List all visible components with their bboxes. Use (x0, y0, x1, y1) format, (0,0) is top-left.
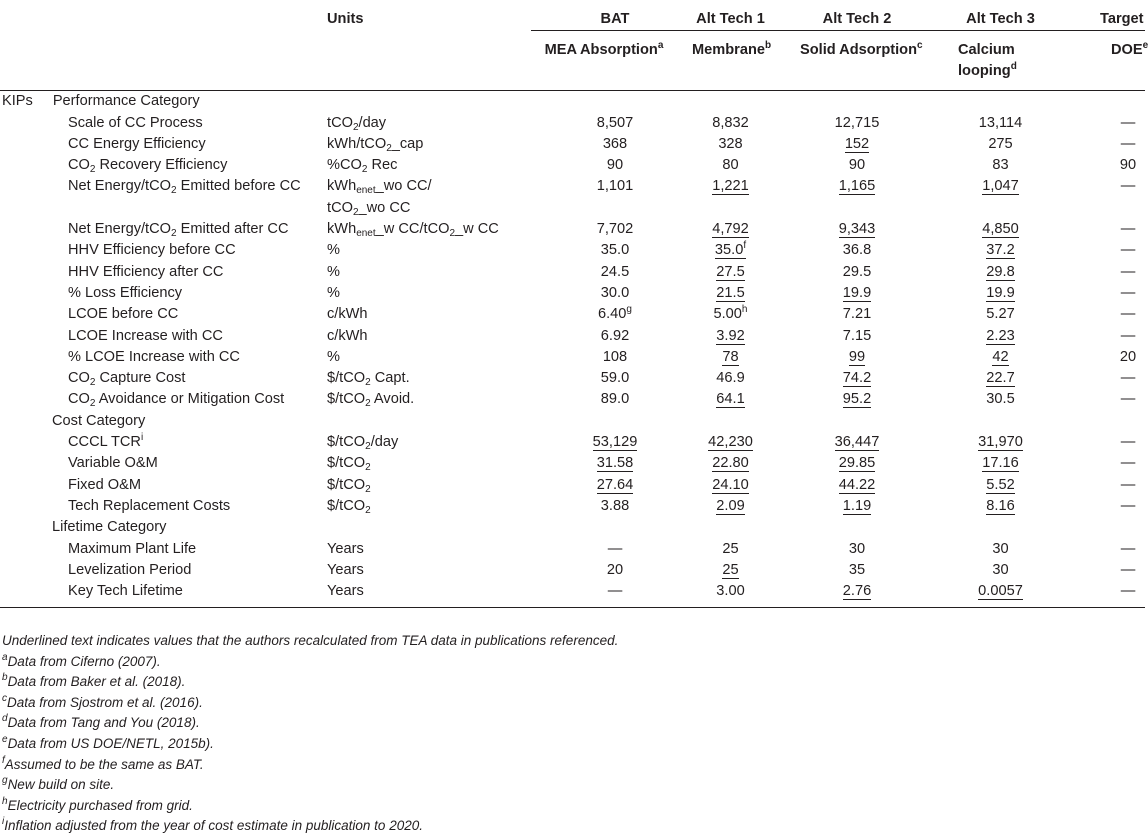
row-value: 36,447 (834, 434, 880, 451)
col-target-header: Target (1100, 11, 1144, 27)
row-value: 90 (1119, 157, 1137, 174)
row-value: 95.2 (842, 391, 872, 408)
row-value: 99 (848, 348, 866, 365)
row-value: 35.0 (600, 242, 630, 259)
lifetime-category: Lifetime Category (52, 519, 167, 536)
sub-bat: MEA Absorption$^a$ (531, 31, 677, 91)
category-lifetime-row (0, 517, 1145, 538)
row-value: 53,129 (592, 434, 638, 451)
row-label: Scale of CC Process (68, 114, 203, 131)
row-value: — (1120, 434, 1136, 451)
table-row (0, 283, 1145, 304)
row-value: 30 (992, 540, 1009, 557)
row-value: 6.92 (600, 327, 630, 344)
row-value: 78 (722, 348, 739, 365)
units-header: Units (327, 11, 364, 27)
row-value: 328 (718, 135, 743, 152)
row-units: $/tCO$_2$/day (327, 434, 399, 453)
row-value: 275 (988, 135, 1013, 152)
row-value: 7.21 (842, 306, 872, 323)
table-row (0, 240, 1145, 261)
row-value: 24.10 (712, 476, 749, 493)
row-value: 1,047 (982, 178, 1019, 195)
row-label: $CO_2$ Recovery Efficiency (68, 157, 228, 176)
sub-alt1: Membrane$^b$ (677, 31, 784, 91)
row-value: 89.0 (600, 391, 630, 408)
row-value: 44.22 (838, 476, 876, 493)
row-value: — (1120, 476, 1136, 493)
row-value: 5.00$^h$ (713, 304, 748, 323)
row-value: 83 (992, 157, 1009, 174)
row-value: 31,970 (978, 434, 1023, 451)
row-value: 30.5 (986, 391, 1015, 408)
row-value: — (1120, 391, 1136, 408)
table-row (0, 176, 1145, 219)
row-value: 1,221 (712, 178, 749, 195)
kips-label: KIPs Performance Category (2, 93, 200, 110)
header-row-sub (0, 31, 1145, 91)
row-label: HHV Efficiency before CC (68, 242, 236, 259)
row-units: % (327, 263, 340, 280)
row-value: 30 (848, 540, 866, 557)
table-row (0, 475, 1145, 496)
row-value: 29.85 (838, 455, 876, 472)
footnote-note: Underlined text indicates values that the authors recalculated from TEA data in publications referenced. (2, 633, 619, 648)
row-value: 30.0 (600, 284, 630, 301)
row-units: $/tCO$_2$ (327, 497, 371, 516)
table-row (0, 304, 1145, 325)
row-value: 30 (992, 561, 1009, 578)
footnote-a: $^a$Data from Ciferno (2007). (2, 651, 161, 669)
footnote-i: $^i$Inflation adjusted from the year of cost estimate in publication to 2020. (2, 816, 423, 834)
row-units: $/tCO$_2$ Capt. (327, 370, 410, 389)
footnote-d: $^d$Data from Tang and You (2018). (2, 713, 200, 731)
footnote-c: $^c$Data from Sjostrom et al. (2016). (2, 692, 203, 710)
row-units: $\%CO_2$ Rec (327, 157, 398, 176)
row-value: 19.9 (986, 284, 1015, 301)
row-units: Years (327, 581, 531, 608)
row-value: 12,715 (834, 114, 880, 131)
col-alt3-header: Alt Tech 3 (966, 11, 1035, 27)
row-value: 8,832 (712, 114, 749, 131)
cost-category: Cost Category (52, 412, 146, 429)
row-value: 35.0$^f$ (714, 240, 747, 259)
row-units: kWh$_{enet}$_w CC/tCO$_2$_w CC (327, 221, 499, 240)
sub-alt2: Solid Adsorption$^c$ (784, 31, 930, 91)
row-label: Fixed O&M (68, 476, 141, 493)
row-value: — (1120, 370, 1136, 387)
table-row (0, 326, 1145, 347)
row-value: 42,230 (708, 434, 753, 451)
row-units: $/tCO$_2$ Avoid. (327, 391, 415, 410)
row-value: 17.16 (982, 455, 1019, 472)
row-value: — (1120, 497, 1136, 514)
row-label: Net Energy/tCO$_2$ Emitted before CC (68, 178, 301, 197)
table-row (0, 134, 1145, 155)
row-label: CCCL TCR$^i$ (68, 432, 144, 451)
row-label: CC Energy Efficiency (68, 135, 206, 152)
row-value: 6.40$^g$ (598, 304, 632, 323)
table-row (0, 432, 1145, 453)
row-units: Years (327, 561, 364, 578)
row-value: 7,702 (596, 221, 634, 238)
table-row (0, 496, 1145, 517)
row-value: 108 (602, 348, 628, 365)
row-units: Years (327, 540, 364, 557)
row-label: Key Tech Lifetime (0, 581, 327, 608)
row-value: 22.7 (986, 370, 1015, 387)
row-value: 9,343 (838, 221, 876, 238)
footnote-g: $^g$New build on site. (2, 775, 115, 793)
table-row (0, 113, 1145, 134)
row-value: 20 (1119, 348, 1137, 365)
sub-target: DOE$^e$ (1071, 31, 1145, 91)
row-value: 152 (844, 135, 870, 152)
row-value: 36.8 (842, 242, 872, 259)
row-value: 31.58 (596, 455, 634, 472)
row-value: 35 (848, 561, 866, 578)
row-value: 3.00 (677, 581, 784, 608)
row-value: 1.19 (842, 497, 872, 514)
row-value: — (1120, 455, 1136, 472)
row-value: — (1120, 221, 1136, 238)
table-row (0, 262, 1145, 283)
row-value: 29.5 (842, 263, 872, 280)
row-value: 368 (602, 135, 628, 152)
row-value: 5.27 (986, 306, 1015, 323)
col-alt2-header: Alt Tech 2 (822, 11, 892, 27)
row-value: 8.16 (986, 497, 1015, 514)
row-units: kWh$_{enet}$_wo CC/ tCO$_2$_wo CC (327, 178, 432, 218)
row-units: $/tCO$_2$ (327, 476, 371, 495)
row-value: — (1120, 306, 1136, 323)
row-value: — (1120, 114, 1136, 131)
row-value: — (1071, 581, 1145, 608)
row-units: c/kWh (327, 327, 368, 344)
row-value: 3.88 (600, 497, 630, 514)
col-alt1-header: Alt Tech 1 (696, 11, 765, 27)
row-units: tCO$_2$/day (327, 114, 387, 133)
row-units: $/tCO$_2$ (327, 455, 371, 474)
row-value: 74.2 (842, 370, 872, 387)
row-value: — (1120, 263, 1136, 280)
row-label: Net Energy/tCO$_2$ Emitted after CC (68, 221, 289, 240)
row-value: 22.80 (712, 455, 749, 472)
category-cost-row (0, 411, 1145, 432)
row-value: 13,114 (978, 114, 1023, 131)
row-label: $CO_2$ Avoidance or Mitigation Cost (68, 391, 285, 410)
row-units: % (327, 242, 340, 259)
row-value: 27.5 (716, 263, 745, 280)
row-label: HHV Efficiency after CC (68, 263, 224, 280)
row-value: 27.64 (596, 476, 634, 493)
row-value: 24.5 (600, 263, 630, 280)
row-units: % (327, 348, 340, 365)
row-value: 90 (606, 157, 624, 174)
row-value: 5.52 (986, 476, 1015, 493)
row-label: LCOE before CC (68, 306, 179, 323)
row-value: 46.9 (716, 370, 745, 387)
row-value: — (1120, 327, 1136, 344)
row-label: Tech Replacement Costs (68, 497, 231, 514)
row-value: — (1120, 178, 1136, 195)
row-value: 20 (606, 561, 624, 578)
row-value: 8,507 (596, 114, 634, 131)
row-value: — (1120, 540, 1136, 557)
row-value: — (607, 540, 623, 557)
footnote-f: $^f$Assumed to be the same as BAT. (2, 754, 204, 772)
row-units: c/kWh (327, 306, 368, 323)
row-value: 1,101 (596, 178, 634, 195)
row-value: 19.9 (842, 284, 872, 301)
row-value: 64.1 (716, 391, 745, 408)
row-units: % (327, 284, 340, 301)
table-row (0, 155, 1145, 176)
row-value: — (1120, 242, 1136, 259)
row-label: Maximum Plant Life (68, 540, 197, 557)
row-value: 1,165 (838, 178, 876, 195)
row-value: 25 (722, 540, 739, 557)
row-value: 3.92 (716, 327, 745, 344)
col-bat-header: BAT (600, 11, 630, 27)
table-row (0, 581, 1145, 608)
row-label: Levelization Period (68, 561, 192, 578)
row-value: 2.76 (784, 581, 930, 608)
table-row (0, 368, 1145, 389)
footnote-e: $^e$Data from US DOE/NETL, 2015b). (2, 734, 214, 751)
table-row (0, 560, 1145, 581)
row-value: 2.23 (986, 327, 1015, 344)
row-value: — (531, 581, 677, 608)
table-row (0, 453, 1145, 474)
row-label: $CO_2$ Capture Cost (68, 370, 186, 389)
table-row (0, 347, 1145, 368)
row-value: 90 (848, 157, 866, 174)
row-label: % Loss Efficiency (68, 284, 183, 301)
row-value: 2.09 (716, 497, 745, 514)
row-value: 25 (722, 561, 739, 578)
row-value: — (1120, 284, 1136, 301)
table-row (0, 389, 1145, 410)
row-value: 4,850 (982, 221, 1019, 238)
row-label: LCOE Increase with CC (68, 327, 223, 344)
table-row (0, 219, 1145, 240)
row-value: 37.2 (986, 242, 1015, 259)
row-value: 0.0057 (930, 581, 1071, 608)
row-value: 80 (722, 157, 739, 174)
header-row-top (0, 0, 1145, 31)
category-performance-row (0, 91, 1145, 113)
row-label: Variable O&M (68, 455, 158, 472)
row-value: — (1120, 561, 1136, 578)
row-units: kWh/tCO$_2$_cap (327, 135, 424, 154)
footnote-b: $^b$Data from Baker et al. (2018). (2, 672, 186, 690)
row-value: 7.15 (842, 327, 872, 344)
row-value: 42 (992, 348, 1009, 365)
row-value: 4,792 (712, 221, 749, 238)
footnote-h: $^h$Electricity purchased from grid. (2, 795, 193, 813)
row-label: % LCOE Increase with CC (68, 348, 240, 365)
sub-alt3: Calcium looping$^d$ (930, 31, 1071, 91)
row-value: 21.5 (716, 284, 745, 301)
table-row (0, 539, 1145, 560)
performance-category: Performance Category (52, 93, 200, 110)
row-value: 29.8 (986, 263, 1015, 280)
row-value: — (1120, 135, 1136, 152)
row-value: 59.0 (600, 370, 630, 387)
